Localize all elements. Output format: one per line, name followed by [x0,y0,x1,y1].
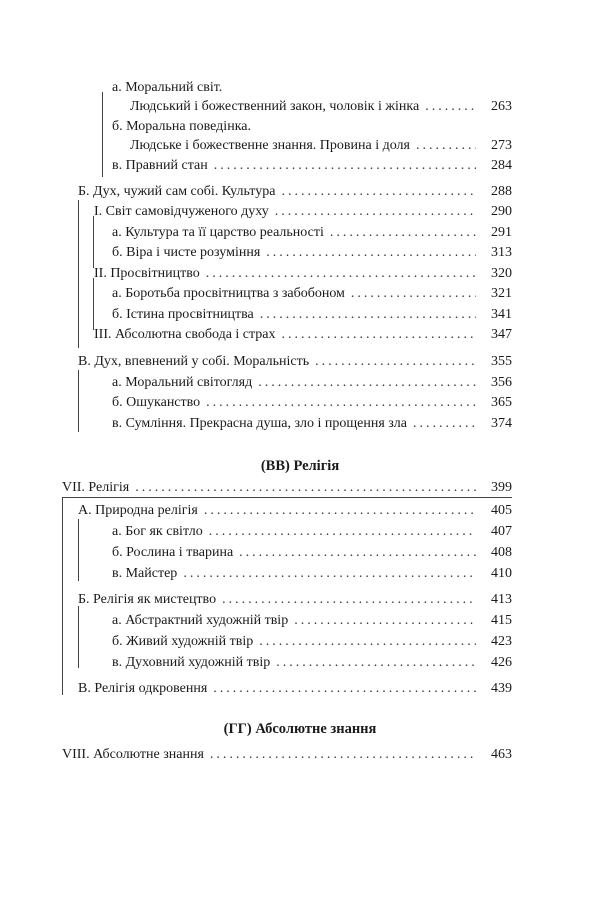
dot-leader [282,325,476,345]
toc-entry-label: в. Сумління. Прекрасна душа, зло і прощення зла [112,416,407,431]
dot-leader [183,564,476,584]
toc-page-number: 288 [491,184,512,199]
toc-entry[interactable] [78,590,512,610]
toc-entry-label: в. Духовний художній твір [112,655,271,670]
toc-entry-label: в. Правний стан [112,158,208,173]
toc-page-number: 399 [491,480,512,495]
toc-entry-label: а. Культура та її царство реальності [112,225,324,240]
toc-entry-label: Людський і божественний закон, чоловік і жінка [130,99,420,114]
toc-entry-label: В. Релігія одкровення [78,681,208,696]
toc-entry[interactable] [112,393,512,413]
toc-bracket [78,200,79,348]
toc-entry-label: б. Ошуканство [112,395,201,410]
toc-entry[interactable] [112,632,512,652]
toc-entry-label: б. Живий художній твір [112,634,254,649]
toc-page-number: 347 [491,327,512,342]
toc-page-number: 263 [491,99,512,114]
section-title-absolute-knowledge: (ГГ) Абсолютне знання [223,721,377,737]
toc-entry-label: а. Моральний світогляд [112,375,253,390]
dot-leader [204,501,476,521]
toc-bracket [93,278,94,330]
dot-leader [258,373,476,393]
toc-entry[interactable] [112,414,512,434]
toc-entry-label: а. Абстрактний художній твір [112,613,289,628]
dot-leader [213,679,476,699]
toc-page-number: 291 [491,225,512,240]
toc-page-number: 463 [491,747,512,762]
toc-page-number: 415 [491,613,512,628]
toc-entry[interactable] [62,745,512,765]
toc-entry-label: Б. Дух, чужий сам собі. Культура [78,184,276,199]
toc-entry[interactable] [112,223,512,243]
dot-leader [239,543,476,563]
dot-leader [260,305,476,325]
toc-entry[interactable] [78,352,512,372]
toc-page-number: 426 [491,655,512,670]
dot-leader [276,653,476,673]
toc-entry-label: б. Віра і чисте розуміння [112,245,261,260]
toc-page-number: 321 [491,286,512,301]
toc-page-number: 408 [491,545,512,560]
toc-page-number: 365 [491,395,512,410]
dot-leader [351,284,476,304]
toc-entry-label: б. Моральна поведінка. [112,119,251,134]
toc-entry[interactable] [62,478,512,498]
toc-entry[interactable] [130,136,512,156]
toc-bracket [78,606,79,668]
toc-entry[interactable] [94,202,512,222]
toc-entry[interactable] [78,501,512,521]
toc-page-number: 313 [491,245,512,260]
dot-leader [315,352,476,372]
toc-entry[interactable] [112,522,512,542]
toc-entry-label: а. Моральний світ. [112,80,223,95]
dot-leader [209,522,476,542]
dot-leader [416,136,476,156]
toc-page-number: 407 [491,524,512,539]
toc-entry-heading [112,117,251,137]
dot-leader [210,745,476,765]
toc-page-number: 423 [491,634,512,649]
toc-page-number: 355 [491,354,512,369]
toc-bracket [102,92,103,177]
toc-page-number: 320 [491,266,512,281]
dot-leader [206,393,476,413]
toc-entry-label: Людське і божественне знання. Провина і доля [130,138,410,153]
toc-entry[interactable] [112,156,512,176]
toc-entry-label: ІІІ. Абсолютна свобода і страх [94,327,276,342]
toc-entry-label: б. Істина просвітництва [112,307,254,322]
toc-page-number: 410 [491,566,512,581]
toc-page-number: 439 [491,681,512,696]
toc-bracket [93,216,94,268]
toc-bracket [62,497,63,695]
toc-bracket [78,370,79,432]
section-title-religion: (ВВ) Релігія [260,458,340,474]
toc-entry-label: а. Боротьба просвітництва з забобоном [112,286,345,301]
toc-entry[interactable] [112,653,512,673]
dot-leader [266,243,476,263]
toc-page-number: 273 [491,138,512,153]
dot-leader [294,611,476,631]
toc-entry[interactable] [112,564,512,584]
toc-entry[interactable] [112,243,512,263]
toc-page-number: 374 [491,416,512,431]
dot-leader [413,414,476,434]
dot-leader [425,97,476,117]
toc-entry[interactable] [112,543,512,563]
toc-entry-label: В. Дух, впевнений у собі. Моральність [78,354,310,369]
dot-leader [330,223,476,243]
toc-page-number: 413 [491,592,512,607]
dot-leader [259,632,476,652]
toc-entry-label: а. Бог як світло [112,524,203,539]
toc-entry-label: Б. Релігія як мистецтво [78,592,217,607]
toc-entry-label: І. Світ самовідчуженого духу [94,204,269,219]
toc-page-number: 356 [491,375,512,390]
dot-leader [281,182,476,202]
toc-bracket [78,519,79,581]
toc-entry[interactable] [112,284,512,304]
toc-entry-label: VIII. Абсолютне знання [62,747,204,762]
toc-entry[interactable] [78,679,512,699]
toc-entry-label: А. Природна релігія [78,503,198,518]
toc-entry-heading [112,78,222,98]
toc-entry[interactable] [94,325,512,345]
dot-leader [214,156,476,176]
toc-entry-label: в. Майстер [112,566,178,581]
dot-leader [135,478,476,498]
dot-leader [206,264,476,284]
toc-entry-label: б. Рослина і тварина [112,545,234,560]
toc-entry[interactable] [112,373,512,393]
dot-leader [222,590,476,610]
toc-entry[interactable] [112,305,512,325]
dot-leader [275,202,476,222]
toc-entry-label: VII. Релігія [62,480,130,495]
toc-page-number: 341 [491,307,512,322]
toc-page-number: 405 [491,503,512,518]
toc-page-number: 284 [491,158,512,173]
toc-page-number: 290 [491,204,512,219]
toc-entry-label: ІІ. Просвітництво [94,266,200,281]
toc-entry[interactable] [130,97,512,117]
toc-entry[interactable] [78,182,512,202]
toc-entry[interactable] [94,264,512,284]
toc-entry[interactable] [112,611,512,631]
